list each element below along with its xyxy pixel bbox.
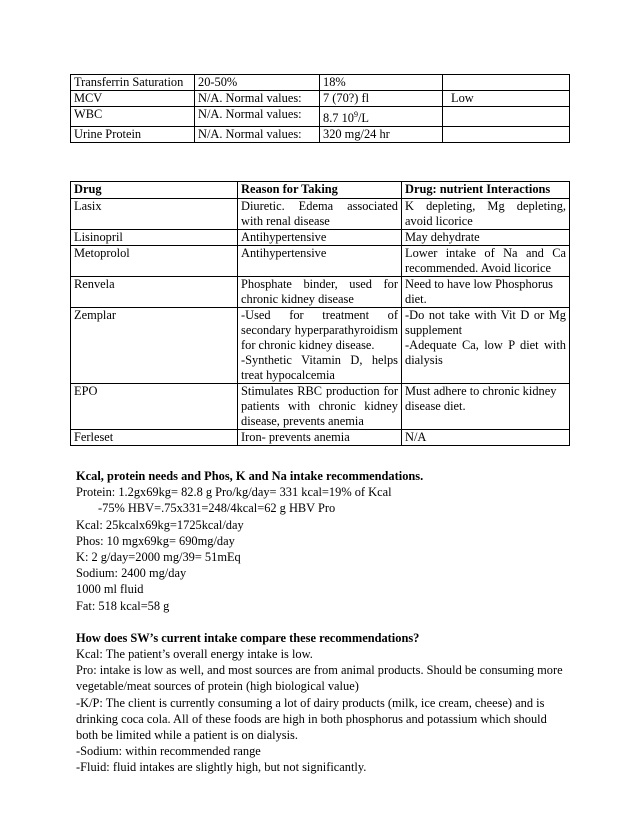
lab-name: Urine Protein — [71, 127, 195, 143]
drug-reason: Stimulates RBC production for patients with chronic kidney disease, prevents anemia — [238, 384, 402, 430]
drug-interaction-line: -Do not take with Vit D or Mg supplement — [405, 308, 566, 337]
sodium-line: Sodium: 2400 mg/day — [76, 566, 187, 581]
table-row — [71, 230, 570, 246]
lab-value: 7 (70?) fl — [320, 91, 443, 107]
lab-flag: Low — [443, 91, 570, 107]
table-row — [71, 91, 570, 107]
lab-name: MCV — [71, 91, 195, 107]
drug-name: Renvela — [71, 277, 238, 308]
comparison-fluid: -Fluid: fluid intakes are slightly high, but not significantly. — [76, 760, 367, 775]
drug-name: Lasix — [71, 199, 238, 230]
lab-value-exponent: 9 — [353, 110, 358, 119]
comparison-heading: How does SW’s current intake compare these recommendations? — [76, 630, 420, 645]
comparison-kcal: Kcal: The patient’s overall energy intake is low. — [76, 647, 313, 662]
table-row — [71, 107, 570, 127]
lab-value: 18% — [320, 75, 443, 91]
drug-interaction: Lower intake of Na and Ca recommended. Avoid licorice — [402, 246, 570, 277]
drug-reason-line: -Synthetic Vitamin D, helps treat hypocalcemia — [241, 353, 398, 382]
table-row — [71, 199, 570, 230]
drug-name: EPO — [71, 384, 238, 430]
lab-value-main: 8.7 10 — [323, 111, 354, 126]
hbv-line: -75% HBV=.75x331=248/4kcal=62 g HBV Pro — [98, 501, 336, 516]
nutrition-notes — [76, 468, 566, 776]
drug-reason: Diuretic. Edema associated with renal disease — [238, 199, 402, 230]
drug-interaction — [402, 308, 570, 384]
lab-name: WBC — [71, 107, 195, 127]
drug-reason: Antihypertensive — [238, 246, 402, 277]
table-row — [71, 75, 570, 91]
lab-flag — [443, 75, 570, 91]
comparison-kp: -K/P: The client is currently consuming a lot of dairy products (milk, ice cream, cheese) and is drinking coca cola. All of these foods are high in both phosphorus and potassium which should both be limited while a patient is on dialysis. — [76, 695, 547, 743]
lab-reference: N/A. Normal values: — [195, 107, 320, 127]
potassium-line: K: 2 g/day=2000 mg/39= 51mEq — [76, 550, 241, 565]
drug-interaction: May dehydrate — [402, 230, 570, 246]
header-drug: Drug — [71, 182, 238, 199]
lab-reference: N/A. Normal values: — [195, 91, 320, 107]
table-row — [71, 246, 570, 277]
table-row — [71, 277, 570, 308]
fat-line: Fat: 518 kcal=58 g — [76, 598, 170, 613]
fluid-line: 1000 ml fluid — [76, 582, 144, 597]
lab-flag — [443, 127, 570, 143]
drug-interaction: Need to have low Phosphorus diet. — [402, 277, 570, 308]
table-header-row — [71, 182, 570, 199]
table-row — [71, 384, 570, 430]
table-row — [71, 308, 570, 384]
drug-name: Metoprolol — [71, 246, 238, 277]
drug-name: Ferleset — [71, 430, 238, 446]
lab-reference: 20-50% — [195, 75, 320, 91]
drug-name: Lisinopril — [71, 230, 238, 246]
drug-interaction: N/A — [402, 430, 570, 446]
lab-value-unit: /L — [357, 111, 369, 126]
lab-value — [320, 107, 443, 127]
drug-reason: Phosphate binder, used for chronic kidney disease — [238, 277, 402, 308]
table-row — [71, 127, 570, 143]
comparison-sodium: -Sodium: within recommended range — [76, 744, 261, 759]
drug-interaction-line: -Adequate Ca, low P diet with dialysis — [405, 338, 566, 367]
drug-table — [70, 181, 570, 446]
lab-value: 320 mg/24 hr — [320, 127, 443, 143]
drug-reason — [238, 308, 402, 384]
table-row — [71, 430, 570, 446]
lab-values-table — [70, 74, 570, 143]
protein-line: Protein: 1.2gx69kg= 82.8 g Pro/kg/day= 331 kcal=19% of Kcal — [76, 485, 392, 500]
drug-name: Zemplar — [71, 308, 238, 384]
header-interactions: Drug: nutrient Interactions — [402, 182, 570, 199]
header-reason: Reason for Taking — [238, 182, 402, 199]
kcal-line: Kcal: 25kcalx69kg=1725kcal/day — [76, 517, 244, 532]
lab-name: Transferrin Saturation — [71, 75, 195, 91]
lab-flag — [443, 107, 570, 127]
drug-interaction: K depleting, Mg depleting, avoid licorice — [402, 199, 570, 230]
drug-reason: Antihypertensive — [238, 230, 402, 246]
recommendations-heading: Kcal, protein needs and Phos, K and Na intake recommendations. — [76, 469, 424, 483]
drug-interaction: Must adhere to chronic kidney disease diet. — [402, 384, 570, 430]
drug-reason-line: -Used for treatment of secondary hyperparathyroidism for chronic kidney disease. — [241, 308, 398, 352]
comparison-protein: Pro: intake is low as well, and most sources are from animal products. Should be consuming more vegetable/meat sources of protein (high biological value) — [76, 663, 563, 694]
lab-reference: N/A. Normal values: — [195, 127, 320, 143]
phos-line: Phos: 10 mgx69kg= 690mg/day — [76, 533, 235, 548]
drug-reason: Iron- prevents anemia — [238, 430, 402, 446]
